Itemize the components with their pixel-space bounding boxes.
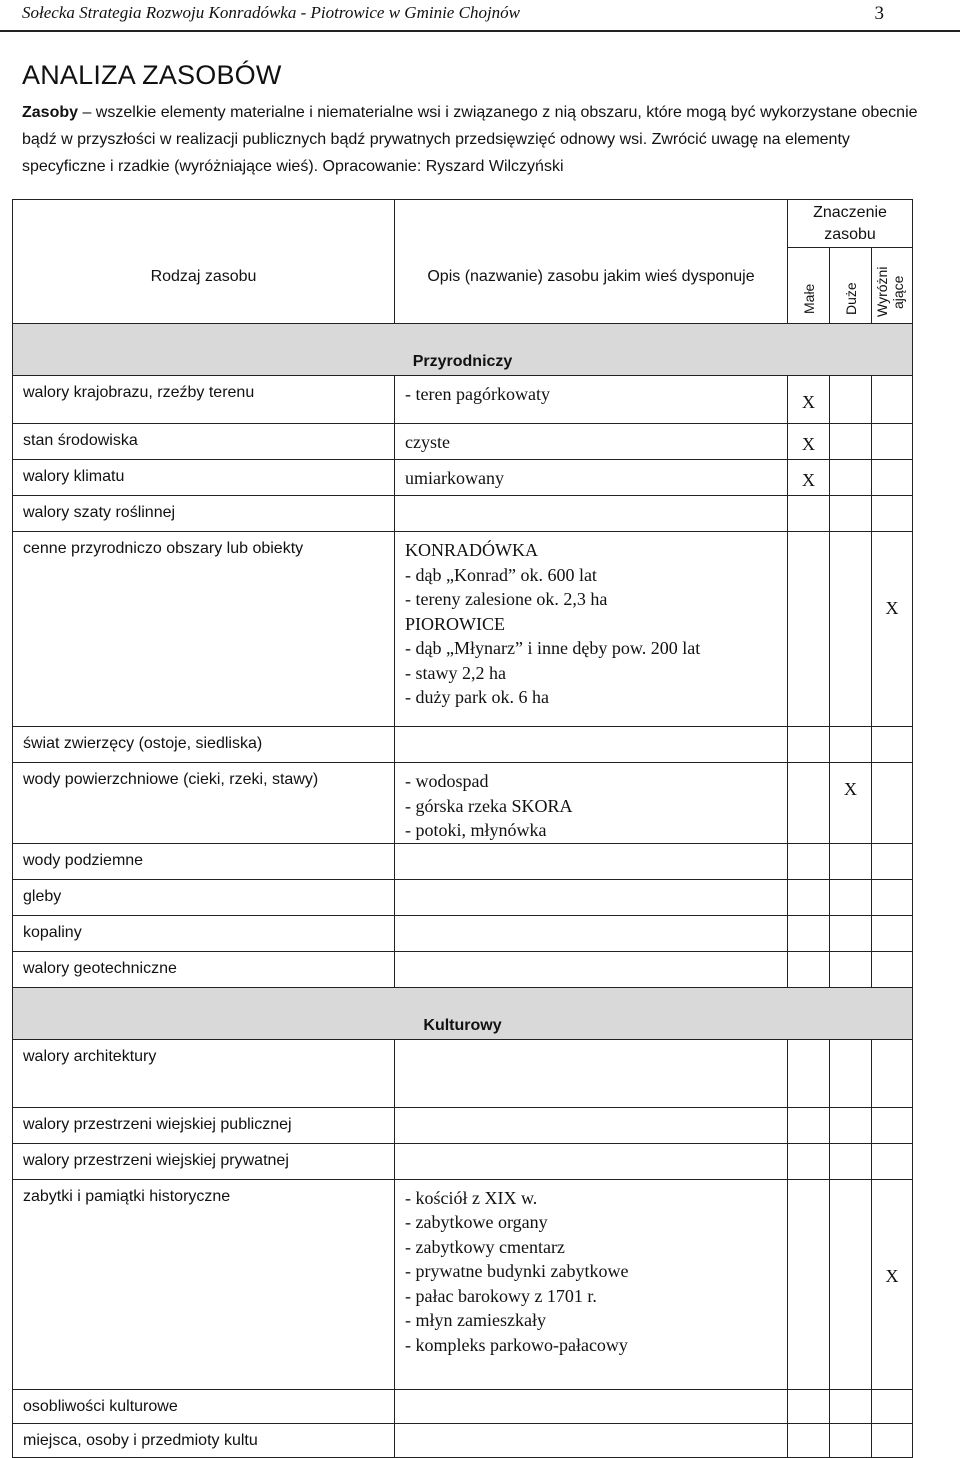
mark-male [788,1039,830,1107]
mark-wyrozniajace [872,1423,913,1457]
row-opis-line: - stawy 2,2 ha [405,662,506,683]
mark-wyrozniajace [872,1179,913,1389]
row-opis [395,532,788,727]
row-opis-line: - zabytkowy cmentarz [405,1236,565,1257]
row-rodzaj [13,496,395,532]
mark-male [788,1423,830,1457]
table-row [13,727,913,763]
mark-duze [830,460,872,496]
row-opis-line: PIOROWICE [405,613,505,634]
table-row [13,1039,913,1107]
page-heading: ANALIZA ZASOBÓW [22,60,282,90]
row-opis [395,951,788,987]
row-opis-line: - dąb „Konrad” ok. 600 lat [405,564,597,585]
row-rodzaj-text: wody powierzchniowe (cieki, rzeki, stawy) [23,771,319,788]
mark-male [788,1389,830,1423]
mark-male [788,496,830,532]
mark-duze [830,879,872,915]
mark-wyrozniajace-value: X [885,1265,899,1286]
header-title: Sołecka Strategia Rozwoju Konradówka - Piotrowice w Gminie Chojnów [22,3,521,22]
table-row [13,1423,913,1457]
row-opis-line: - potoki, młynówka [405,820,547,840]
row-opis-line: - dąb „Młynarz” i inne dęby pow. 200 lat [405,638,701,658]
mark-male [788,1143,830,1179]
mark-wyrozniajace [872,879,913,915]
table-row [13,424,913,460]
table-row [13,496,913,532]
mark-male [788,843,830,879]
row-rodzaj [13,424,395,460]
row-opis-line: - młyn zamieszkały [405,1310,546,1330]
row-rodzaj [13,532,395,727]
row-opis-line: - kościół z XIX w. [405,1187,538,1208]
table-row [13,376,913,424]
row-rodzaj [13,879,395,915]
mark-wyrozniajace [872,376,913,424]
table-row [13,1389,913,1423]
mark-wyrozniajace [872,1143,913,1179]
mark-male [788,951,830,987]
row-opis-line: czyste [405,432,450,452]
mark-duze [830,1389,872,1423]
mark-duze [830,951,872,987]
intro-term: Zasoby [22,104,79,121]
row-rodzaj-text: stan środowiska [23,432,138,449]
row-opis [395,727,788,763]
mark-wyrozniajace [872,727,913,763]
row-rodzaj-text: miejsca, osoby i przedmioty kultu [23,1431,258,1449]
mark-duze [830,915,872,951]
row-opis [395,763,788,844]
row-rodzaj-text: walory architektury [23,1047,157,1065]
intro-text: – wszelkie elementy materialne i niematerialne wsi i związanego z nią obszaru, które mogą być wykorzystane obecnie bądź w przyszłości w realizacji publicznych bądź prywatnych przedsięwzięć odnowy wsi. Zwrócić uwagę na elementy specyficzne i rzadkie (wyróżniające wieś). Opracowanie: Ryszard Wilczyński [22,104,918,175]
row-rodzaj [13,460,395,496]
table-row [13,763,913,844]
row-opis-line: umiarkowany [405,468,504,488]
mark-male [788,915,830,951]
mark-duze [830,727,872,763]
row-opis-line: - kompleks parkowo-pałacowy [405,1334,628,1355]
mark-duze [830,763,872,844]
row-opis-line: - tereny zalesione ok. 2,3 ha [405,589,608,609]
row-rodzaj [13,1039,395,1107]
row-opis [395,1143,788,1179]
row-opis-line: - górska rzeka SKORA [405,795,573,816]
mark-male [788,460,830,496]
header-divider [0,30,960,32]
mark-duze [830,496,872,532]
mark-duze [830,532,872,727]
mark-male [788,763,830,844]
mark-male [788,532,830,727]
row-opis [395,1107,788,1143]
resources-table [12,199,913,1458]
row-rodzaj [13,376,395,424]
page-number: 3 [874,3,884,24]
row-rodzaj [13,1389,395,1423]
row-opis-line: - pałac barokowy z 1701 r. [405,1285,597,1306]
table-row [13,1107,913,1143]
row-rodzaj [13,1179,395,1389]
row-opis-line: - prywatne budynki zabytkowe [405,1261,629,1281]
mark-duze [830,1039,872,1107]
row-rodzaj-text: osobliwości kulturowe [23,1397,178,1415]
row-rodzaj-text: cenne przyrodniczo obszary lub obiekty [23,540,304,557]
section-przyrodniczy: Przyrodniczy [13,324,913,376]
row-rodzaj-text: świat zwierzęcy (ostoje, siedliska) [23,735,263,752]
col-header-rodzaj: Rodzaj zasobu [13,200,395,324]
col-header-znaczenie: Znaczenie zasobu [788,200,913,248]
mark-wyrozniajace [872,843,913,879]
row-rodzaj [13,1107,395,1143]
row-rodzaj-text: walory geotechniczne [23,959,177,977]
col-header-duze: Duże [842,282,859,316]
row-opis [395,879,788,915]
row-opis-line: - wodospad [405,771,489,791]
row-opis [395,460,788,496]
mark-male [788,1179,830,1389]
mark-duze [830,376,872,424]
table-row [13,1143,913,1179]
row-rodzaj [13,843,395,879]
mark-duze [830,1179,872,1389]
row-opis-line: - teren pagórkowaty [405,384,550,404]
mark-male [788,376,830,424]
row-opis [395,1179,788,1389]
mark-duze-value: X [844,779,857,799]
page-header [22,3,884,27]
mark-wyrozniajace [872,763,913,844]
col-header-opis: Opis (nazwanie) zasobu jakim wieś dysponuje [395,200,788,324]
row-rodzaj [13,951,395,987]
mark-duze [830,1107,872,1143]
row-opis [395,843,788,879]
row-rodzaj-text: zabytki i pamiątki historyczne [23,1187,231,1205]
mark-male-value: X [802,392,815,412]
table-row [13,951,913,987]
row-opis-line: - zabytkowe organy [405,1212,548,1232]
mark-wyrozniajace-value: X [885,598,899,618]
mark-male-value: X [802,434,815,454]
row-rodzaj-text: walory przestrzeni wiejskiej prywatnej [23,1151,289,1169]
row-rodzaj-text: walory szaty roślinnej [23,504,176,521]
table-row [13,915,913,951]
intro-paragraph [22,99,922,180]
row-rodzaj [13,1423,395,1457]
row-opis [395,376,788,424]
mark-wyrozniajace [872,1039,913,1107]
row-rodzaj-text: walory klimatu [23,468,125,485]
row-rodzaj [13,915,395,951]
table-row [13,460,913,496]
mark-male [788,424,830,460]
row-opis-line: - duży park ok. 6 ha [405,687,549,707]
section-kulturowy: Kulturowy [13,987,913,1039]
mark-wyrozniajace [872,532,913,727]
mark-male-value: X [802,470,815,490]
row-opis [395,424,788,460]
table-row [13,843,913,879]
row-rodzaj [13,727,395,763]
row-rodzaj-text: kopaliny [23,923,82,941]
table-row [13,879,913,915]
row-rodzaj-text: gleby [23,887,62,905]
table-row [13,532,913,727]
row-opis [395,1423,788,1457]
mark-duze [830,1423,872,1457]
mark-wyrozniajace [872,1107,913,1143]
row-opis [395,496,788,532]
mark-wyrozniajace [872,424,913,460]
row-rodzaj-text: walory przestrzeni wiejskiej publicznej [23,1115,292,1133]
row-rodzaj-text: wody podziemne [23,851,144,869]
mark-wyrozniajace [872,460,913,496]
row-opis [395,1039,788,1107]
mark-wyrozniajace [872,496,913,532]
mark-male [788,727,830,763]
row-rodzaj [13,1143,395,1179]
table-row [13,1179,913,1389]
row-rodzaj-text: walory krajobrazu, rzeźby terenu [23,384,255,401]
mark-male [788,879,830,915]
mark-duze [830,1143,872,1179]
mark-male [788,1107,830,1143]
row-rodzaj [13,763,395,844]
mark-wyrozniajace [872,951,913,987]
mark-wyrozniajace [872,1389,913,1423]
mark-duze [830,843,872,879]
mark-duze [830,424,872,460]
row-opis [395,915,788,951]
mark-wyrozniajace [872,915,913,951]
col-header-wyrozniajace: Wyróżni ające [874,266,907,318]
row-opis-line: KONRADÓWKA [405,540,538,560]
col-header-male: Małe [800,283,817,315]
row-opis [395,1389,788,1423]
